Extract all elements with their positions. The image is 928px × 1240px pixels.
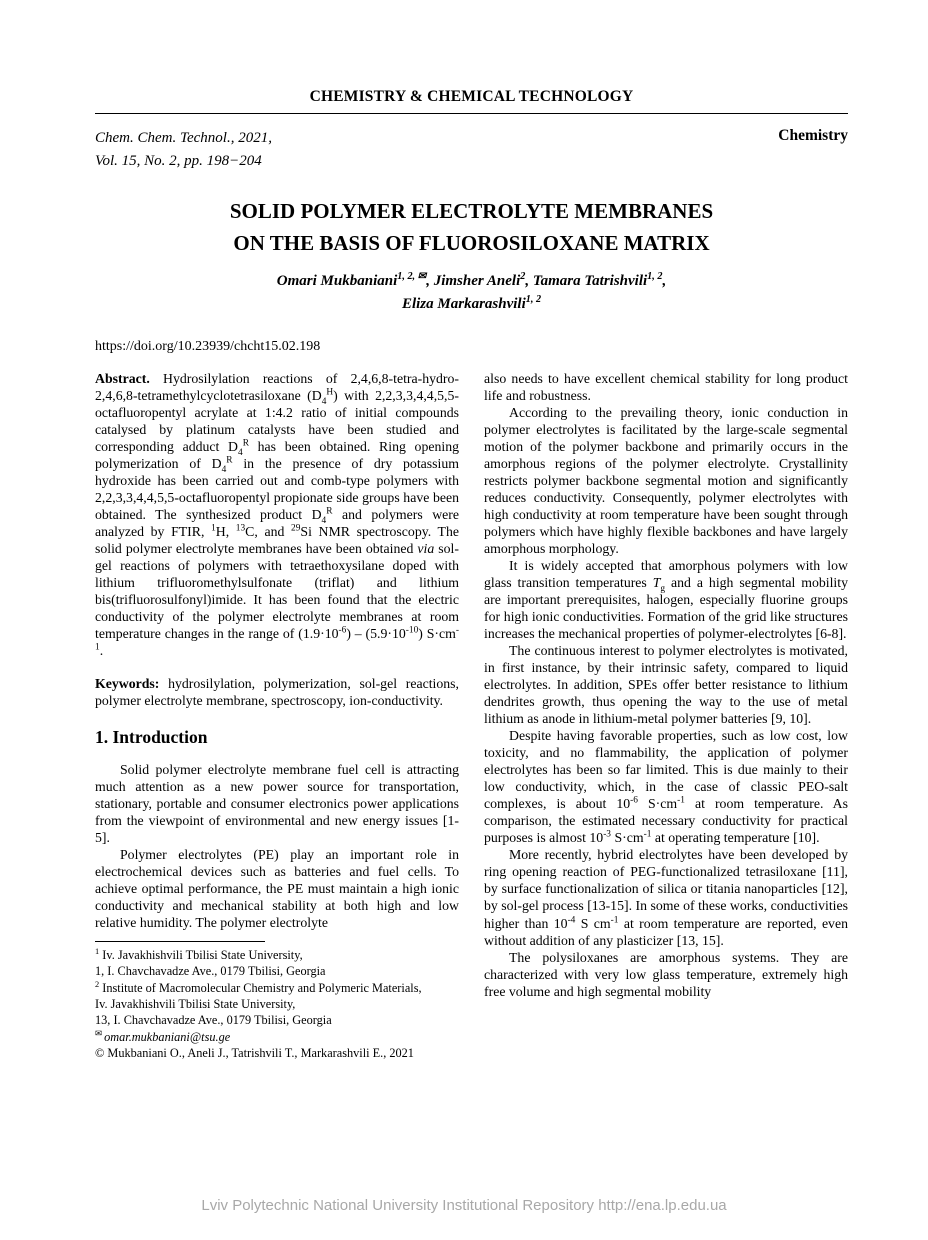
paragraph: Solid polymer electrolyte membrane fuel cell is attracting much attention as a new power source for transportation, stationary, portable and consumer electronics power applications from the viewpoint of environmental and new energy issues [1-5].: [95, 761, 459, 845]
footnote-line: $^1$ Iv. Javakhishvili Tbilisi State University,: [95, 946, 303, 963]
paragraph: The polysiloxanes are amorphous systems. They are characterized with very low glass temperature, extremely high free volume and high segmental mobility: [484, 949, 848, 999]
paragraph: More recently, hybrid electrolytes have been developed by ring opening reaction of PEG-functionalized tetrasiloxane [11], by surface functionalization of silica or titania nanoparticles [12], by sol-gel process [13-15]. In some of these works, conductivities higher than $10^{-4}$ S $cm^{-1}$ at room temperature are reported, even without addition of any plasticizer [13, 15].: [484, 847, 848, 948]
footnote-line: $^2$ Institute of Macromolecular Chemistry and Polymeric Materials,: [95, 979, 422, 995]
journal-citation: [95, 127, 272, 172]
right-column: [484, 370, 848, 1062]
footnotes: [95, 941, 459, 1061]
footnote-line: 13, I. Chavchavadze Ave., 0179 Tbilisi, Georgia: [95, 1013, 332, 1028]
citation-line-1: Chem. Chem. Technol., 2021,: [95, 130, 272, 146]
authors-line-1: Omari Mukbaniani$^{1, 2, ✉}$, Jimsher Aneli$^2$, Tamara Tatrishvili$^{1, 2}$,: [276, 271, 667, 289]
section-label: Chemistry: [778, 127, 848, 144]
right-column-paragraphs: [484, 370, 848, 1000]
paragraph: The continuous interest to polymer electrolytes is motivated, in first instance, by their intrinsic safety, compared to liquid electrolytes. In addition, SPEs offer better resistance to lithium dendrites growth, thus opening the way to the use of metal lithium as anode in lithium-metal polymer batteries [9, 10].: [484, 643, 848, 727]
paragraph: It is widely accepted that amorphous polymers with low glass transition temperatures $T_g$ and a high segmental mobility are important prerequisites, halogen, especially fluorine groups for high ionic conductivities. Formation of the grid like structures increases the mechanical properties of polymer-electrolytes [6-8].: [484, 557, 848, 641]
journal-running-head: CHEMISTRY & CHEMICAL TECHNOLOGY: [95, 88, 848, 114]
paragraph: Keywords: hydrosilylation, polymerization, sol-gel reactions, polymer electrolyte membrane, spectroscopy, ion-conductivity.: [95, 676, 459, 709]
paragraph: According to the prevailing theory, ionic conduction in polymer electrolytes is facilitated by the large-scale segmental motion of the polymer backbone and primarily occurs in the amorphous regions of the polymer electrolyte. Crystallinity restricts polymer backbone segmental motion and significantly reduces conductivity. Consequently, polymer electrolytes with high conductivity at room temperature have been sought through polymers which have highly flexible backbones and have largely amorphous morphology.: [484, 404, 848, 556]
paragraph: Despite having favorable properties, such as low cost, low toxicity, and no flammability, the application of polymer electrolytes has been so far limited. This is due mainly to their low conductivity, which, in the case of classic PEO-salt complexes, is about $10^{-6}$ $S\cdot cm^{-1}$ at room temperature. As comparison, the estimated necessary conductivity for practical purposes is almost $10^{-3}$ $S\cdot cm^{-1}$ at operating temperature [10].: [484, 728, 849, 846]
doi-link: https://doi.org/10.23939/chcht15.02.198: [95, 338, 321, 354]
section-heading: 1. Introduction: [95, 727, 208, 748]
citation-line-2: Vol. 15, No. 2, pp. 198−204: [95, 152, 262, 169]
footnote-line: © Mukbaniani O., Aneli J., Tatrishvili T., Markarashvili E., 2021: [95, 1046, 414, 1061]
authors: [95, 270, 848, 317]
paper-title-line-2: ON THE BASIS OF FLUOROSILOXANE MATRIX: [233, 230, 710, 255]
paragraph: Abstract. Hydrosilylation reactions of 2,4,6,8-tetra-hydro-2,4,6,8-tetramethylcyclotetrasiloxane $(D_4^H)$ with 2,2,3,3,4,4,5,5-octafluoropentyl acrylate at 1:4.2 ratio of initial compounds catalysed by platinum catalysts have been studied and corresponding adduct $D_4^R$ has been obtained. Ring opening polymerization of $D_4^R$ in the presence of dry potassium hydroxide has been carried out and comb-type polymers with 2,2,3,3,4,4,5,5-octafluoropentyl propionate side groups have been obtained. The synthesized product $D_4^R$ and polymers were analyzed by FTIR, $^1$H, $^{13}$C, and $^{29}$Si NMR spectroscopy. The solid polymer electrolyte membranes have been obtained via sol-gel reactions of polymers with tetraethoxysilane doped with lithium trifluoromethylsulfonate (triflat) and lithium bis(trifluorosulfonyl)imide. It has been found that the electric conductivity of the polymer electrolyte membranes at room temperature changes in the range of $(1.9\cdot 10^{-6}) - (5.9\cdot 10^{-10})$ $S\cdot cm^{-1}$.: [95, 370, 460, 658]
footnote-rule: [95, 941, 265, 942]
two-column-body: [95, 370, 848, 1062]
footnote-line: Iv. Javakhishvili Tbilisi State University,: [95, 997, 296, 1012]
left-column-paragraphs: [95, 370, 459, 932]
authors-line-2: Eliza Markarashvili$^{1, 2}$: [401, 294, 542, 313]
paragraph: Polymer electrolytes (PE) play an important role in electrochemical devices such as batteries and fuel cells. To achieve optimal performance, the PE must maintain a high ionic conductivity and mechanical stability at both high and low relative humidity. The polymer electrolyte: [95, 846, 459, 930]
repository-footer: Lviv Polytechnic National University Institutional Repository http://ena.lp.edu.ua: [201, 1197, 727, 1214]
paper-title-line-1: SOLID POLYMER ELECTROLYTE MEMBRANES: [229, 199, 714, 223]
footnote-line: 1, I. Chavchavadze Ave., 0179 Tbilisi, Georgia: [95, 964, 326, 979]
paper-title: [95, 196, 848, 259]
paragraph: also needs to have excellent chemical stability for long product life and robustness.: [484, 370, 848, 403]
left-column: [95, 370, 459, 1062]
citation-row: [95, 127, 848, 172]
footnote-line: ✉ omar.mukbaniani@tsu.ge: [95, 1028, 231, 1044]
footnote-lines: [95, 947, 459, 1061]
